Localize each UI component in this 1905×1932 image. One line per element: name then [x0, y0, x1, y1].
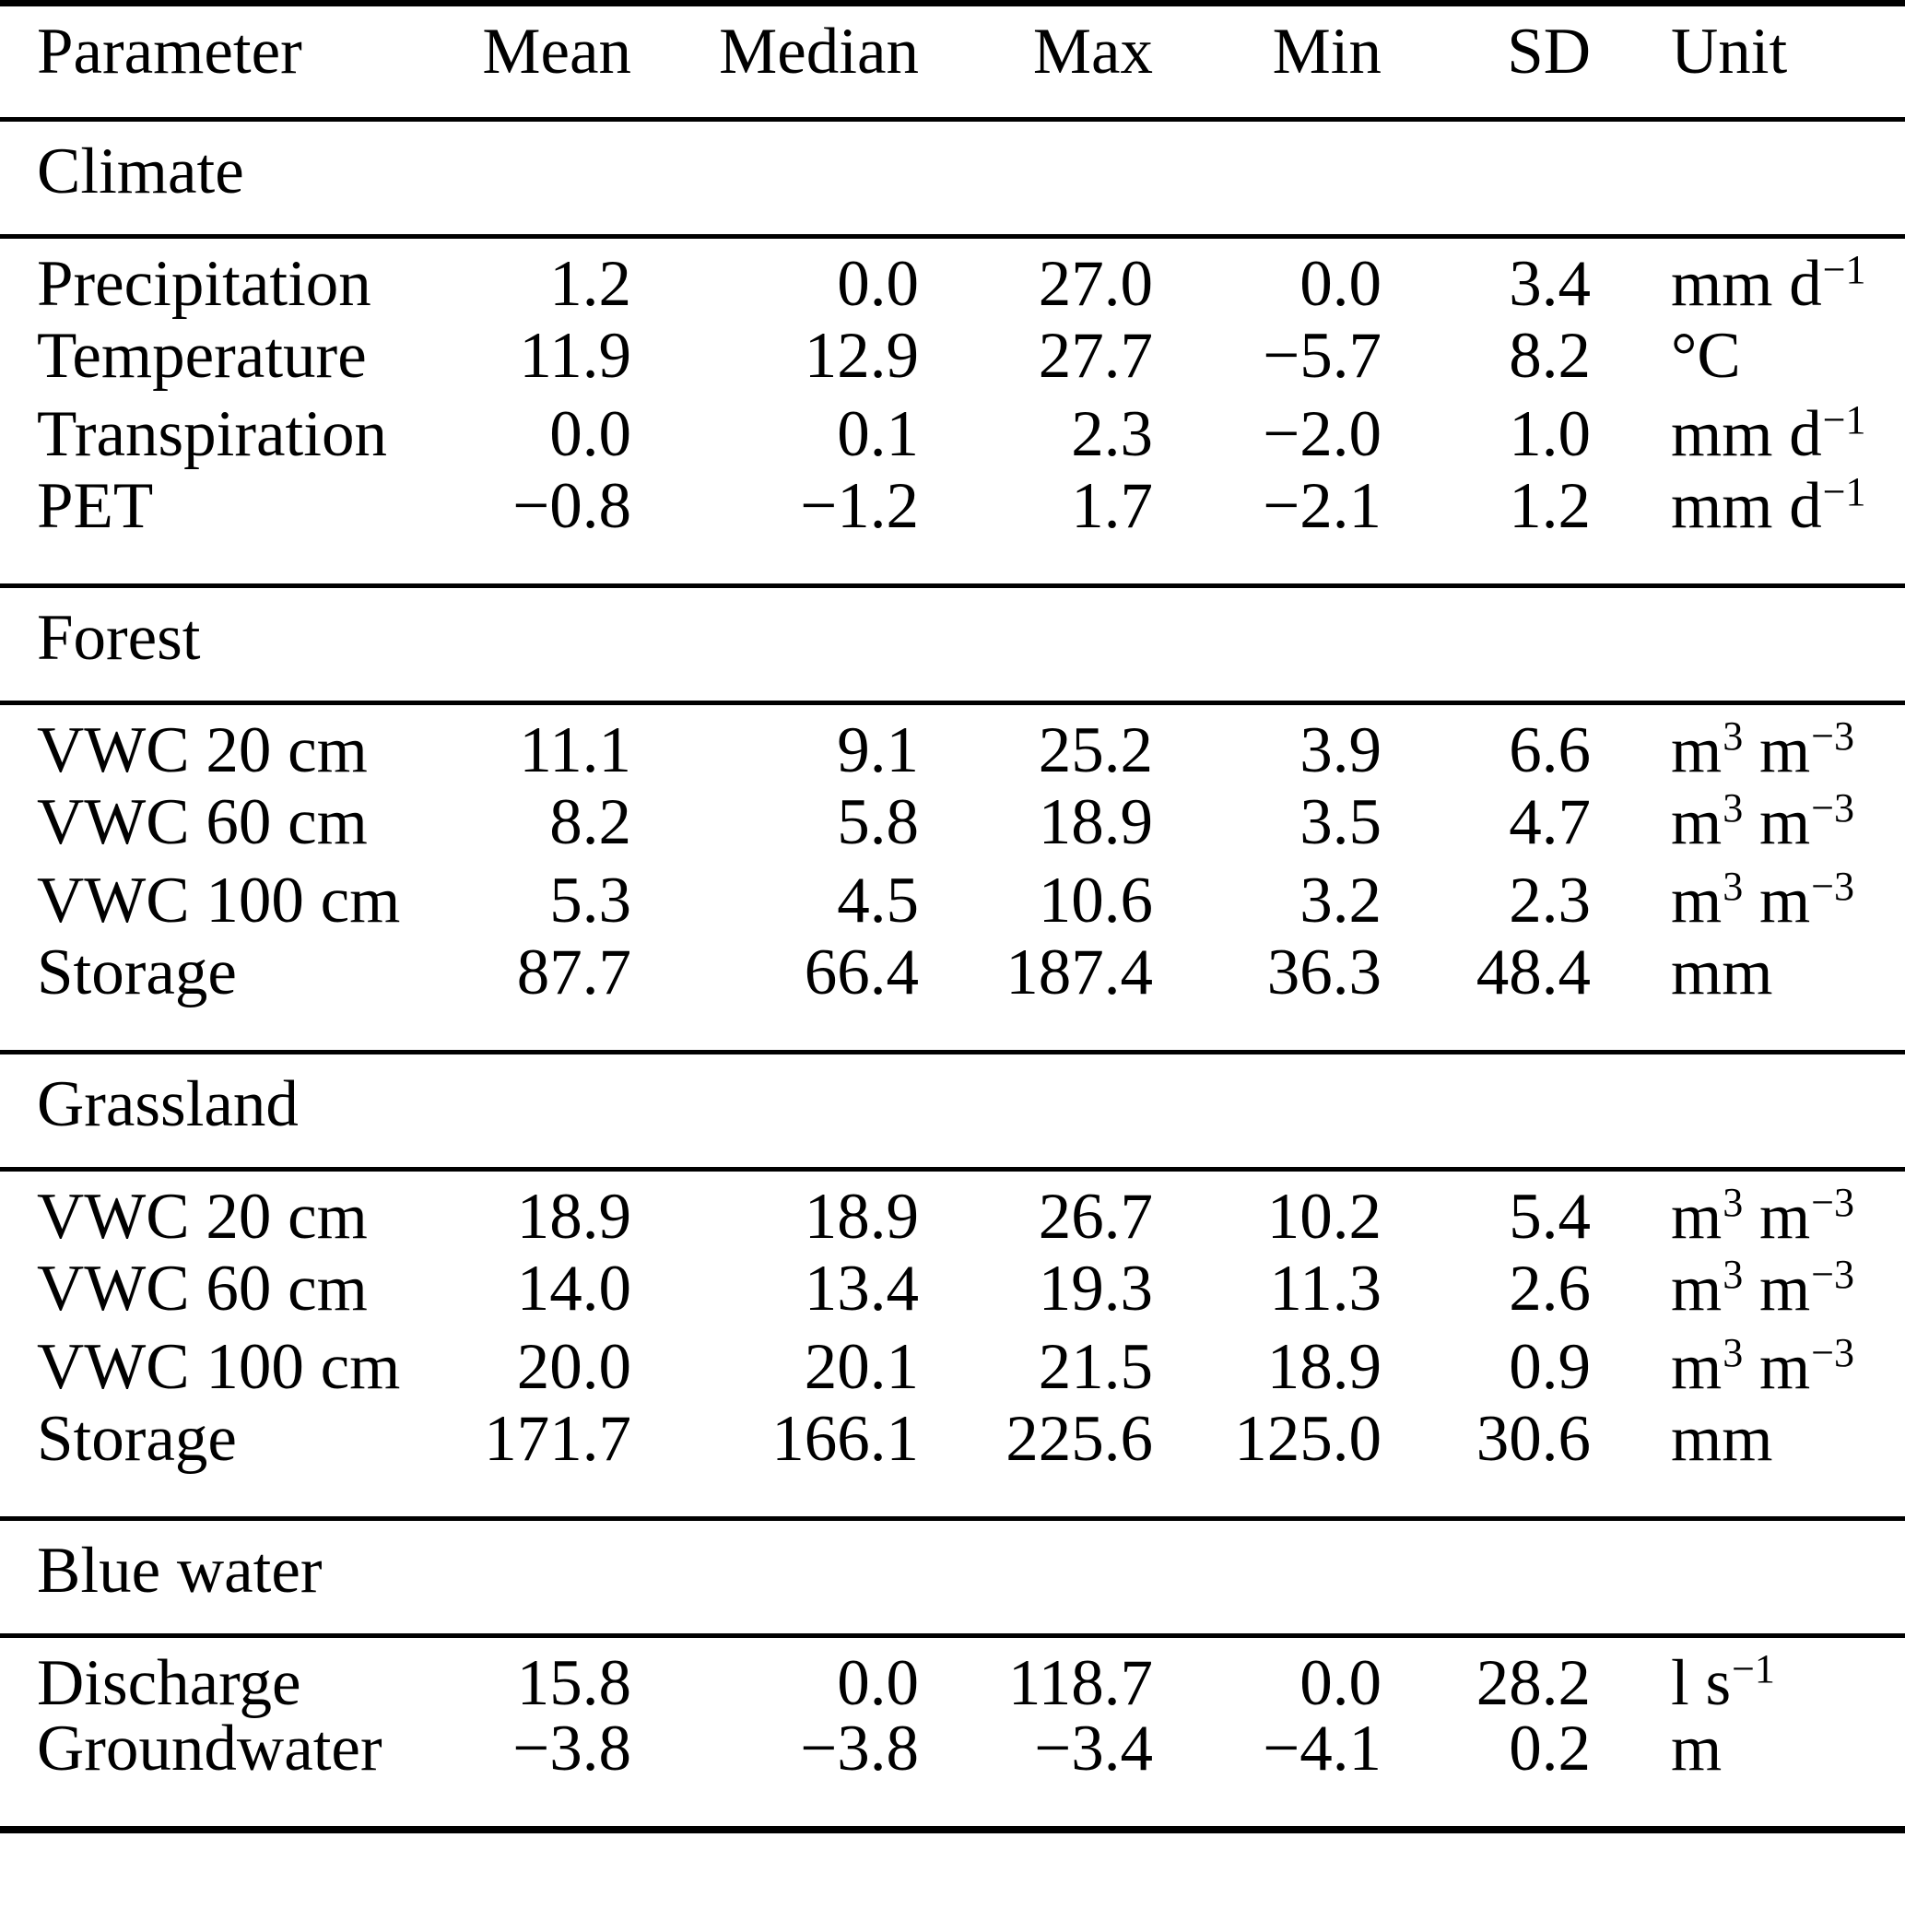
cell-parameter: Temperature	[37, 320, 367, 392]
cell-mean: 171.7	[484, 1403, 631, 1475]
cell-sd: 6.6	[1509, 714, 1591, 786]
cell-min: −4.1	[1263, 1713, 1382, 1785]
cell-mean: 14.0	[516, 1253, 631, 1325]
cell-median: 13.4	[804, 1253, 919, 1325]
cell-sd: 2.6	[1509, 1253, 1591, 1325]
unit-exponent: −3	[1811, 1329, 1855, 1375]
cell-median: −1.2	[800, 470, 919, 542]
table-row	[0, 1170, 1905, 1251]
unit-exponent: 3	[1723, 1329, 1744, 1375]
unit-base: m	[1671, 1181, 1723, 1253]
cell-median: 66.4	[804, 937, 919, 1008]
unit-base: m	[1671, 714, 1723, 786]
cell-max: 21.5	[1038, 1331, 1153, 1403]
unit-base: mm	[1671, 937, 1773, 1008]
cell-min: 10.2	[1266, 1181, 1382, 1253]
section-label: Grassland	[0, 1053, 1905, 1170]
unit-exponent: 3	[1723, 1251, 1744, 1297]
cell-sd: 0.9	[1509, 1331, 1591, 1403]
cell-median: 9.1	[837, 714, 919, 786]
cell-sd: 28.2	[1476, 1647, 1591, 1719]
unit-base: m	[1671, 1331, 1723, 1403]
cell-min: 3.9	[1299, 714, 1382, 786]
cell-min: 18.9	[1266, 1331, 1382, 1403]
table-row	[0, 317, 1905, 395]
unit-base: m	[1671, 865, 1723, 937]
cell-mean: 18.9	[516, 1181, 631, 1253]
cell-mean: −0.8	[512, 470, 631, 542]
column-header-max: Max	[919, 4, 1153, 120]
cell-max: 118.7	[1007, 1647, 1153, 1719]
unit-exponent: −1	[1822, 246, 1866, 292]
cell-max: 225.6	[1005, 1403, 1153, 1475]
cell-min: −5.7	[1263, 320, 1382, 392]
section-header-row	[0, 1053, 1905, 1170]
cell-median: 4.5	[837, 865, 919, 937]
unit-exponent: −3	[1811, 784, 1855, 831]
unit-base: m	[1743, 1181, 1811, 1253]
cell-unit	[1591, 862, 1905, 940]
table-row	[0, 783, 1905, 862]
unit-base: l s	[1671, 1647, 1732, 1719]
cell-mean: 1.2	[549, 248, 631, 320]
column-header-unit: Unit	[1591, 4, 1905, 120]
cell-parameter: VWC 100 cm	[37, 1331, 401, 1403]
table-row	[0, 1328, 1905, 1407]
cell-max: −3.4	[1034, 1713, 1153, 1785]
unit-base: m	[1743, 714, 1811, 786]
table-row	[0, 862, 1905, 940]
cell-mean: −3.8	[512, 1713, 631, 1785]
cell-max: 26.7	[1038, 1181, 1153, 1253]
cell-sd: 8.2	[1509, 320, 1591, 392]
unit-base: m	[1671, 1713, 1723, 1785]
section-header-row	[0, 120, 1905, 237]
cell-unit	[1591, 1713, 1905, 1830]
table-row	[0, 940, 1905, 1053]
cell-median: 20.1	[804, 1331, 919, 1403]
cell-sd: 2.3	[1509, 865, 1591, 937]
unit-exponent: 3	[1723, 784, 1744, 831]
column-header-mean: Mean	[465, 4, 631, 120]
cell-unit	[1591, 1636, 1905, 1717]
unit-exponent: −1	[1732, 1645, 1775, 1691]
cell-unit	[1591, 783, 1905, 862]
cell-sd: 5.4	[1509, 1181, 1591, 1253]
unit-exponent: −1	[1822, 396, 1866, 442]
unit-exponent: −3	[1811, 1179, 1855, 1225]
unit-base: mm d	[1671, 398, 1822, 470]
cell-parameter: VWC 60 cm	[37, 1253, 368, 1325]
cell-parameter: Transpiration	[37, 398, 387, 470]
section-header-row	[0, 586, 1905, 703]
cell-mean: 15.8	[516, 1647, 631, 1719]
section-header-row	[0, 1519, 1905, 1636]
cell-max: 27.7	[1038, 320, 1153, 392]
cell-median: 166.1	[771, 1403, 919, 1475]
unit-base: mm d	[1671, 248, 1822, 320]
cell-median: 5.8	[837, 786, 919, 858]
cell-mean: 5.3	[549, 865, 631, 937]
table-row	[0, 1636, 1905, 1717]
cell-min: 0.0	[1299, 248, 1382, 320]
unit-base: m	[1743, 786, 1811, 858]
cell-sd: 1.0	[1509, 398, 1591, 470]
cell-unit	[1591, 1403, 1905, 1519]
unit-base: m	[1743, 1253, 1811, 1325]
cell-unit	[1591, 1328, 1905, 1407]
cell-unit	[1591, 395, 1905, 474]
unit-exponent: −1	[1822, 468, 1866, 514]
cell-unit	[1591, 1250, 1905, 1328]
unit-base: m	[1743, 865, 1811, 937]
cell-min: 0.0	[1299, 1647, 1382, 1719]
cell-sd: 30.6	[1476, 1403, 1591, 1475]
cell-sd: 0.2	[1509, 1713, 1591, 1785]
cell-min: 3.2	[1299, 865, 1382, 937]
table-row	[0, 1250, 1905, 1328]
cell-min: 3.5	[1299, 786, 1382, 858]
cell-min: 36.3	[1266, 937, 1382, 1008]
cell-max: 18.9	[1038, 786, 1153, 858]
cell-parameter: VWC 100 cm	[37, 865, 401, 937]
cell-median: 0.0	[837, 248, 919, 320]
table-row	[0, 1407, 1905, 1519]
table-row	[0, 237, 1905, 318]
table-body	[0, 120, 1905, 1831]
column-header-parameter: Parameter	[0, 4, 465, 120]
cell-max: 2.3	[1071, 398, 1153, 470]
cell-mean: 0.0	[549, 398, 631, 470]
unit-exponent: −3	[1811, 1251, 1855, 1297]
section-label: Forest	[0, 586, 1905, 703]
cell-unit	[1591, 703, 1905, 784]
table-row	[0, 395, 1905, 474]
cell-parameter: Discharge	[37, 1647, 301, 1719]
cell-mean: 11.1	[519, 714, 631, 786]
cell-min: −2.1	[1263, 470, 1382, 542]
cell-sd: 3.4	[1509, 248, 1591, 320]
cell-unit	[1591, 317, 1905, 395]
cell-unit	[1591, 237, 1905, 318]
cell-min: 11.3	[1269, 1253, 1382, 1325]
table-row	[0, 474, 1905, 586]
cell-max: 25.2	[1038, 714, 1153, 786]
unit-base: °C	[1671, 320, 1741, 392]
cell-median: 0.0	[837, 1647, 919, 1719]
unit-exponent: −3	[1811, 713, 1855, 759]
cell-mean: 87.7	[516, 937, 631, 1008]
cell-parameter: VWC 60 cm	[37, 786, 368, 858]
table-row	[0, 703, 1905, 784]
cell-unit	[1591, 1170, 1905, 1251]
cell-parameter: Precipitation	[37, 248, 371, 320]
section-label: Climate	[0, 120, 1905, 237]
cell-sd: 4.7	[1509, 786, 1591, 858]
cell-min: 125.0	[1234, 1403, 1382, 1475]
column-header-min: Min	[1153, 4, 1382, 120]
column-header-sd: SD	[1382, 4, 1591, 120]
unit-exponent: −3	[1811, 863, 1855, 909]
section-label: Blue water	[0, 1519, 1905, 1636]
column-header-median: Median	[631, 4, 919, 120]
cell-max: 187.4	[1005, 937, 1153, 1008]
cell-median: 18.9	[804, 1181, 919, 1253]
unit-base: m	[1743, 1331, 1811, 1403]
unit-exponent: 3	[1723, 863, 1744, 909]
cell-mean: 20.0	[516, 1331, 631, 1403]
unit-base: m	[1671, 786, 1723, 858]
table-header-row	[0, 4, 1905, 120]
cell-parameter: Storage	[37, 937, 237, 1008]
cell-min: −2.0	[1263, 398, 1382, 470]
table-row	[0, 1716, 1905, 1830]
cell-sd: 1.2	[1509, 470, 1591, 542]
unit-exponent: 3	[1723, 1179, 1744, 1225]
cell-unit	[1591, 468, 1905, 586]
cell-median: 0.1	[837, 398, 919, 470]
unit-base: m	[1671, 1253, 1723, 1325]
cell-sd: 48.4	[1476, 937, 1591, 1008]
cell-max: 27.0	[1038, 248, 1153, 320]
cell-parameter: VWC 20 cm	[37, 714, 368, 786]
cell-mean: 11.9	[519, 320, 631, 392]
cell-parameter: VWC 20 cm	[37, 1181, 368, 1253]
cell-mean: 8.2	[549, 786, 631, 858]
cell-median: −3.8	[800, 1713, 919, 1785]
unit-base: mm	[1671, 1403, 1773, 1475]
cell-unit	[1591, 937, 1905, 1053]
cell-parameter: Storage	[37, 1403, 237, 1475]
cell-parameter: Groundwater	[37, 1713, 382, 1785]
unit-exponent: 3	[1723, 713, 1744, 759]
cell-max: 19.3	[1038, 1253, 1153, 1325]
unit-base: mm d	[1671, 470, 1822, 542]
cell-median: 12.9	[804, 320, 919, 392]
cell-parameter: PET	[37, 470, 154, 542]
cell-max: 10.6	[1038, 865, 1153, 937]
cell-max: 1.7	[1071, 470, 1153, 542]
